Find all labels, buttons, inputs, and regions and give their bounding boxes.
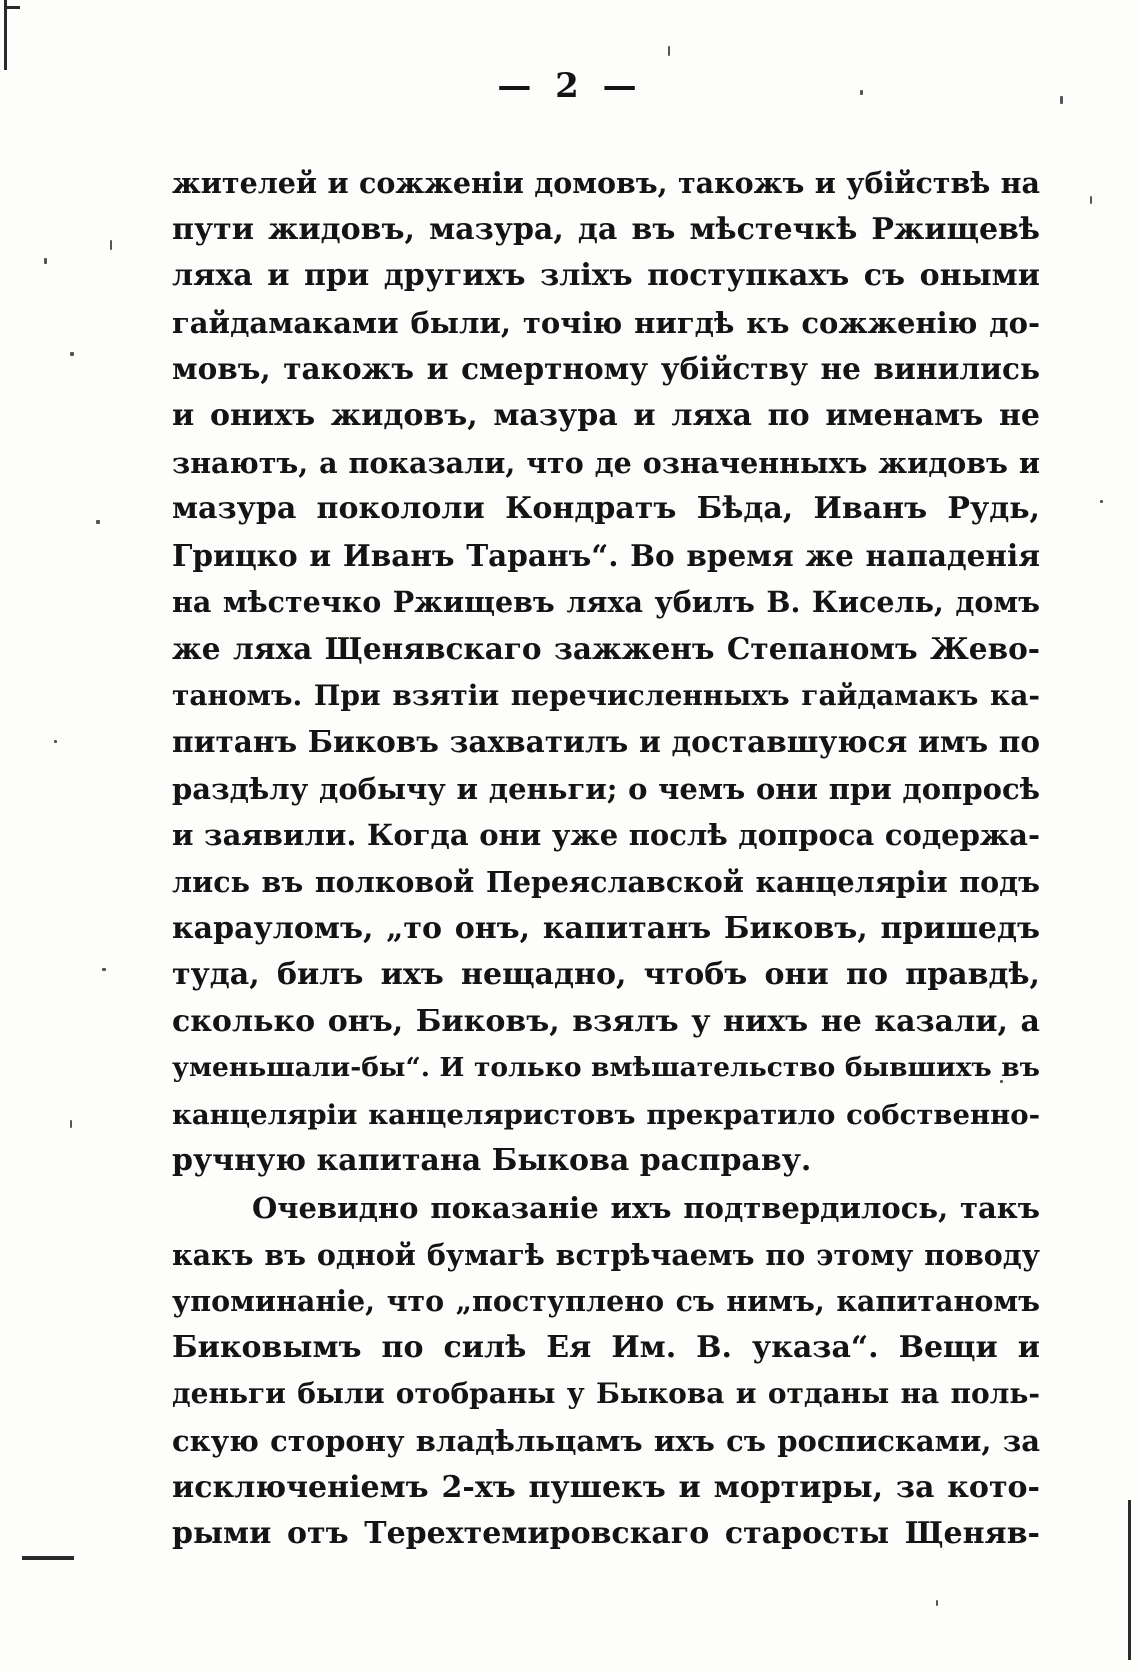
text-line: деньги были отобраны у Быкова и отданы на поль- — [172, 1377, 1040, 1411]
text-line: и онихъ жидовъ, мазура и ляха по именамъ не — [172, 397, 1040, 433]
text-line: ляха и при другихъ злiхъ поступкахъ съ оными — [172, 258, 1040, 294]
page-edge-mark — [4, 6, 20, 9]
print-speck — [1090, 196, 1092, 204]
text-line: карауломъ, „то онъ, капитанъ Биковъ, пришедъ — [172, 910, 1040, 946]
text-line: и заявили. Когда они уже послѣ допроса содержа- — [172, 818, 1040, 853]
text-line: рыми отъ Терехтемировскаго старосты Щеняв- — [172, 1516, 1040, 1552]
text-line: сколько онъ, Биковъ, взялъ у нихъ не казали, а — [172, 1003, 1040, 1039]
print-speck — [1100, 500, 1103, 503]
text-line: лись въ полковой Переяславской канцеляріи подъ — [172, 864, 1040, 899]
text-line: Биковымъ по силѣ Ея Им. В. указа“. Вещи и — [172, 1329, 1040, 1365]
paragraph-start-line: Очевидно показаніе ихъ подтвердилось, такъ — [252, 1191, 1040, 1226]
print-speck — [96, 520, 100, 524]
text-line: жителей и сожженіи домовъ, такожъ и убійствѣ на — [172, 166, 1040, 200]
text-line: гайдамаками были, точію нигдѣ къ сожженію до- — [172, 305, 1040, 340]
text-line: исключеніемъ 2-хъ пушекъ и мортиры, за кото- — [172, 1469, 1040, 1505]
page-number: — 2 — — [497, 66, 643, 106]
text-line: туда, билъ ихъ нещадно, чтобъ они по правдѣ, — [172, 957, 1040, 993]
text-line: же ляха Щенявскаго зажженъ Степаномъ Жево- — [172, 630, 1040, 666]
text-line: на мѣстечко Ржищевъ ляха убилъ В. Кисель, домъ — [172, 585, 1040, 620]
text-line: Грицко и Иванъ Таранъ“. Во время же нападенія — [172, 537, 1040, 573]
text-line: таномъ. При взятіи перечисленныхъ гайдамакъ ка- — [172, 678, 1040, 712]
print-speck — [44, 258, 47, 264]
text-line: мазура покололи Кондратъ Бѣда, Иванъ Рудь, — [172, 491, 1040, 527]
print-speck — [110, 240, 112, 250]
text-line: какъ въ одной бумагѣ встрѣчаемъ по этому поводу — [172, 1237, 1040, 1272]
text-line: мовъ, такожъ и смертному убійству не винились — [172, 351, 1040, 387]
text-line: уменьшали-бы“. И только вмѣшательство бывшихъ въ — [172, 1052, 1040, 1084]
text-line: канцеляріи канцеляристовъ прекратило собственно- — [172, 1098, 1040, 1131]
text-line: раздѣлу добычу и деньги; о чемъ они при допросѣ — [172, 771, 1040, 806]
text-line: знаютъ, а показали, что де означенныхъ жидовъ и — [172, 445, 1040, 480]
print-speck — [70, 1120, 72, 1128]
page-edge-right — [1128, 1500, 1131, 1660]
print-speck — [102, 968, 106, 971]
print-speck — [70, 352, 74, 356]
text-line: пути жидовъ, мазура, да въ мѣстечкѣ Ржищевѣ — [172, 211, 1040, 247]
body-text — [172, 160, 1040, 1558]
text-line: питанъ Биковъ захватилъ и доставшуюся имъ по — [172, 724, 1040, 760]
text-line: упоминаніе, что „поступлено съ нимъ, капитаномъ — [172, 1284, 1040, 1319]
text-line: скую сторону владѣльцамъ ихъ съ росписками, за — [172, 1424, 1040, 1459]
print-speck — [936, 1600, 938, 1606]
margin-mark — [22, 1556, 74, 1560]
page-edge-left — [4, 0, 7, 70]
print-speck — [54, 740, 57, 743]
print-speck — [668, 46, 670, 56]
paragraph-end-line: ручную капитана Быкова расправу. — [172, 1143, 812, 1179]
